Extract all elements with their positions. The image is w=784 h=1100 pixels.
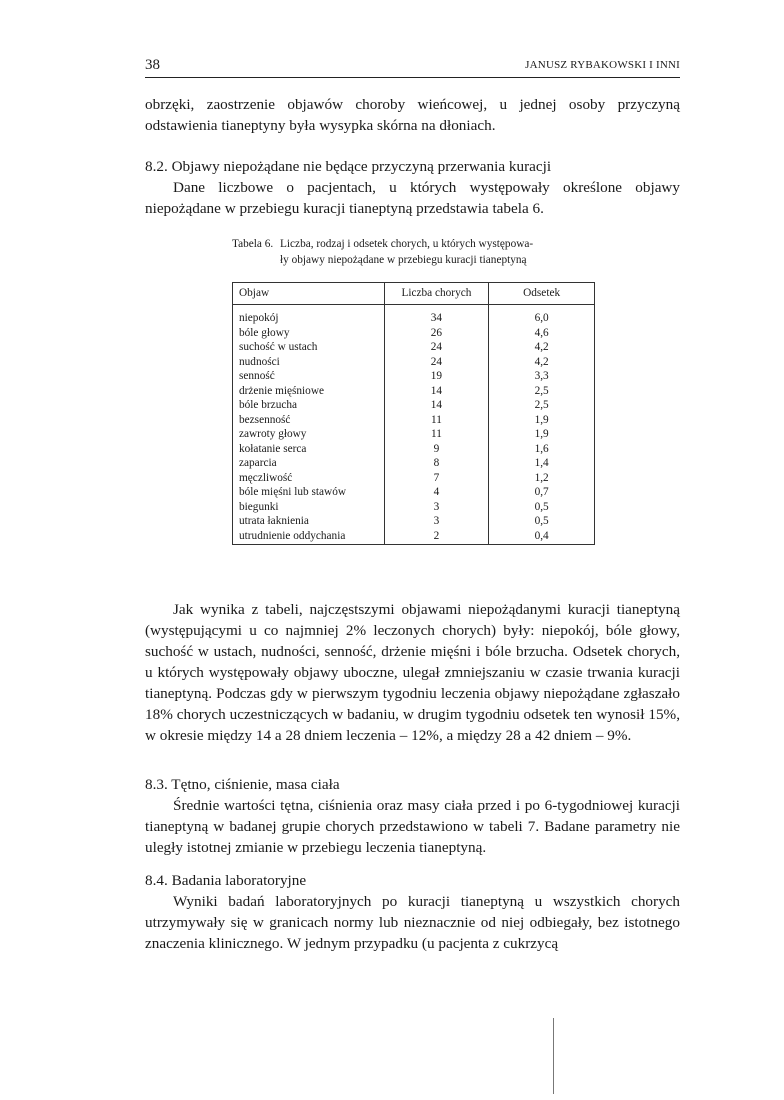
cell-count: 14 <box>384 384 489 399</box>
cell-symptom: bezsenność <box>233 413 385 428</box>
table-row <box>233 529 595 545</box>
cell-count: 2 <box>384 529 489 545</box>
scan-artifact-line <box>553 1018 554 1094</box>
cell-symptom: bóle brzucha <box>233 398 385 413</box>
header-rule <box>145 77 680 78</box>
cell-symptom: utrata łaknienia <box>233 514 385 529</box>
table-row <box>233 500 595 515</box>
cell-count: 3 <box>384 514 489 529</box>
table-row <box>233 413 595 428</box>
section-8-3-title: 8.3. Tętno, ciśnienie, masa ciała <box>145 776 340 793</box>
cell-count: 34 <box>384 305 489 326</box>
cell-symptom: męczliwość <box>233 471 385 486</box>
table-row <box>233 340 595 355</box>
cell-symptom: drżenie mięśniowe <box>233 384 385 399</box>
cell-symptom: niepokój <box>233 305 385 326</box>
paragraph-2: Jak wynika z tabeli, najczęstszymi objawami niepożądanymi kuracji tianeptyną (występującymi u co najmniej 2% leczonych chorych) były: niepokój, bóle głowy, suchość w ustach, nudności, senność, drżenie mięśni i bóle brzucha. Odsetek chorych, u których występowały objawy uboczne, ulegał zmniejszaniu w czasie trwania kuracji tianeptyną. Podczas gdy w pierwszym tygodniu leczenia objawy niepożądane zgłaszało 18% chorych uczestniczących w badaniu, w drugim tygodniu odsetek ten wynosił 15%, w okresie między 14 a 28 dniem leczenia – 12%, a między 28 a 42 dniem – 9%. <box>145 601 680 744</box>
table-row <box>233 442 595 457</box>
cell-percent: 1,6 <box>489 442 595 457</box>
cell-symptom: zawroty głowy <box>233 427 385 442</box>
table-row <box>233 514 595 529</box>
cell-percent: 4,2 <box>489 355 595 370</box>
table-6-caption-line-1: Liczba, rodzaj i odsetek chorych, u których występowa- <box>280 238 534 250</box>
table-row <box>233 471 595 486</box>
cell-symptom: bóle głowy <box>233 326 385 341</box>
cell-symptom: biegunki <box>233 500 385 515</box>
cell-percent: 0,7 <box>489 485 595 500</box>
section-8-4 <box>145 870 680 954</box>
paragraph-1-block <box>145 94 680 136</box>
paragraph-1: obrzęki, zaostrzenie objawów choroby wieńcowej, u jednej osoby przyczyną odstawienia tianeptyny była wysypka skórna na dłoniach. <box>145 96 680 134</box>
table-6-caption-line-2: ły objawy niepożądane w przebiegu kuracji tianeptyną <box>280 254 527 266</box>
cell-percent: 4,2 <box>489 340 595 355</box>
section-8-2-title: 8.2. Objawy niepożądane nie będące przyczyną przerwania kuracji <box>145 158 552 175</box>
cell-percent: 3,3 <box>489 369 595 384</box>
table-row <box>233 305 595 326</box>
table-row <box>233 369 595 384</box>
table-row <box>233 355 595 370</box>
paragraph-2-block <box>145 599 680 746</box>
table-row <box>233 398 595 413</box>
section-8-2-body: Dane liczbowe o pacjentach, u których występowały określone objawy niepożądane w przebiegu kuracji tianeptyną przedstawia tabela 6. <box>145 179 680 217</box>
cell-percent: 0,4 <box>489 529 595 545</box>
table-6-caption-label: Tabela 6. <box>232 238 274 250</box>
table-header-row <box>233 283 595 305</box>
table-row <box>233 384 595 399</box>
cell-percent: 0,5 <box>489 500 595 515</box>
table-row <box>233 485 595 500</box>
cell-symptom: senność <box>233 369 385 384</box>
cell-count: 26 <box>384 326 489 341</box>
cell-count: 3 <box>384 500 489 515</box>
table-6 <box>232 282 595 545</box>
page-number: 38 <box>145 57 160 73</box>
cell-count: 14 <box>384 398 489 413</box>
cell-symptom: zaparcia <box>233 456 385 471</box>
section-8-4-body: Wyniki badań laboratoryjnych po kuracji tianeptyną u wszystkich chorych utrzymywały się w granicach normy lub nieznacznie od niej odbiegały, bez istotnego znaczenia klinicznego. W jednym przypadku (u pacjenta z cukrzycą <box>145 893 680 952</box>
table-row <box>233 427 595 442</box>
cell-percent: 0,5 <box>489 514 595 529</box>
cell-percent: 6,0 <box>489 305 595 326</box>
section-8-2 <box>145 156 680 219</box>
table-6-caption <box>232 236 602 268</box>
section-8-4-title: 8.4. Badania laboratoryjne <box>145 872 307 889</box>
running-head: JANUSZ RYBAKOWSKI I INNI <box>525 59 680 71</box>
cell-count: 7 <box>384 471 489 486</box>
cell-percent: 1,2 <box>489 471 595 486</box>
cell-percent: 2,5 <box>489 384 595 399</box>
cell-symptom: utrudnienie oddychania <box>233 529 385 545</box>
column-header-liczba-chorych: Liczba chorych <box>384 283 489 305</box>
cell-count: 24 <box>384 340 489 355</box>
cell-symptom: kołatanie serca <box>233 442 385 457</box>
cell-count: 11 <box>384 413 489 428</box>
cell-percent: 2,5 <box>489 398 595 413</box>
section-8-3-body: Średnie wartości tętna, ciśnienia oraz masy ciała przed i po 6-tygodniowej kuracji tianeptyną w badanej grupie chorych przedstawiono w tabeli 7. Badane parametry nie uległy istotnej zmianie w przebiegu leczenia tianeptyną. <box>145 797 680 856</box>
cell-count: 11 <box>384 427 489 442</box>
table-row <box>233 326 595 341</box>
cell-count: 4 <box>384 485 489 500</box>
cell-percent: 1,4 <box>489 456 595 471</box>
cell-percent: 1,9 <box>489 427 595 442</box>
cell-symptom: bóle mięśni lub stawów <box>233 485 385 500</box>
section-8-3 <box>145 774 680 858</box>
cell-percent: 4,6 <box>489 326 595 341</box>
cell-count: 19 <box>384 369 489 384</box>
cell-count: 8 <box>384 456 489 471</box>
cell-count: 24 <box>384 355 489 370</box>
cell-count: 9 <box>384 442 489 457</box>
table-row <box>233 456 595 471</box>
cell-symptom: nudności <box>233 355 385 370</box>
cell-symptom: suchość w ustach <box>233 340 385 355</box>
column-header-objaw: Objaw <box>233 283 385 305</box>
page-header <box>145 57 680 75</box>
cell-percent: 1,9 <box>489 413 595 428</box>
column-header-odsetek: Odsetek <box>489 283 595 305</box>
